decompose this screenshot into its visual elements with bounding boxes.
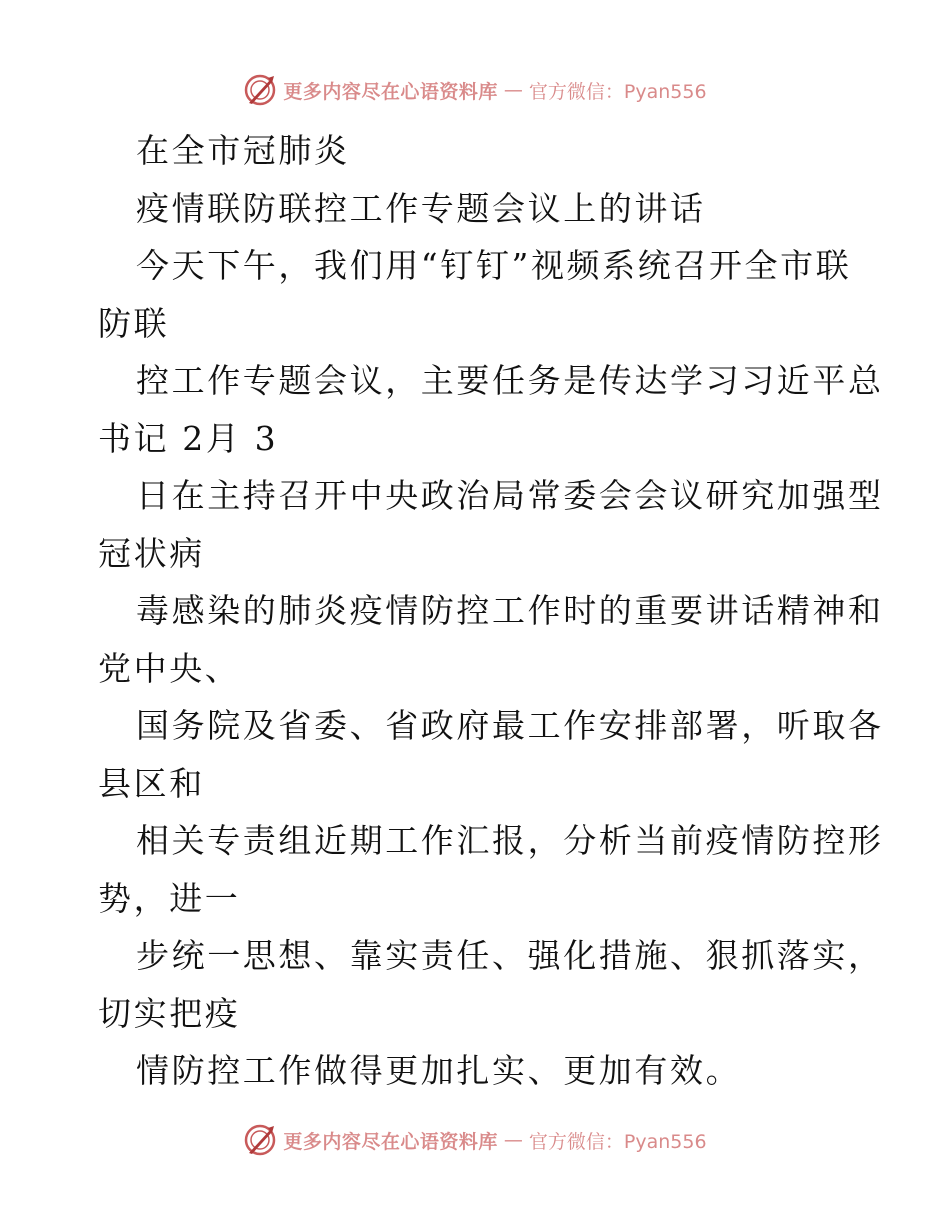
doc-line: 疫情联防联控工作专题会议上的讲话	[136, 188, 706, 228]
doc-line: 切实把疫	[98, 993, 241, 1033]
doc-line: 防联	[98, 303, 170, 343]
document-body	[98, 122, 884, 1100]
top-watermark-banner	[0, 70, 950, 110]
doc-line: 今天下午，我们用“钉钉”视频系统召开全市联	[136, 246, 852, 285]
doc-line: 国务院及省委、省政府最工作安排部署，听取各	[136, 706, 884, 745]
doc-line: 日在主持召开中央政治局常委会会议研究加强型	[136, 476, 884, 515]
doc-line: 势，进一	[98, 878, 241, 918]
doc-line: 冠状病	[98, 533, 205, 573]
watermark-wechat-text: 官方微信：Pyan556	[528, 1130, 707, 1153]
watermark-wechat-text: 官方微信：Pyan556	[528, 80, 707, 103]
doc-line: 相关专责组近期工作汇报，分析当前疫情防控形	[136, 821, 884, 860]
quill-seal-icon	[243, 1123, 277, 1157]
doc-line: 毒感染的肺炎疫情防控工作时的重要讲话精神和	[136, 591, 884, 630]
bottom-watermark-banner	[0, 1120, 950, 1160]
doc-line: 控工作专题会议，主要任务是传达学习习近平总	[136, 361, 884, 400]
quill-seal-icon	[243, 73, 277, 107]
doc-line: 情防控工作做得更加扎实、更加有效。	[136, 1051, 742, 1090]
doc-line: 在全市冠肺炎	[136, 131, 350, 170]
watermark-dash: —	[503, 1129, 523, 1151]
watermark-site-text: 更多内容尽在心语资料库	[283, 1130, 498, 1153]
watermark-dash: —	[503, 79, 523, 101]
doc-line: 书记 2月 3	[98, 418, 279, 458]
watermark-site-text: 更多内容尽在心语资料库	[283, 80, 498, 103]
doc-line: 党中央、	[98, 648, 241, 688]
doc-line: 县区和	[98, 763, 205, 803]
doc-line: 步统一思想、靠实责任、强化措施、狠抓落实，	[136, 936, 884, 975]
